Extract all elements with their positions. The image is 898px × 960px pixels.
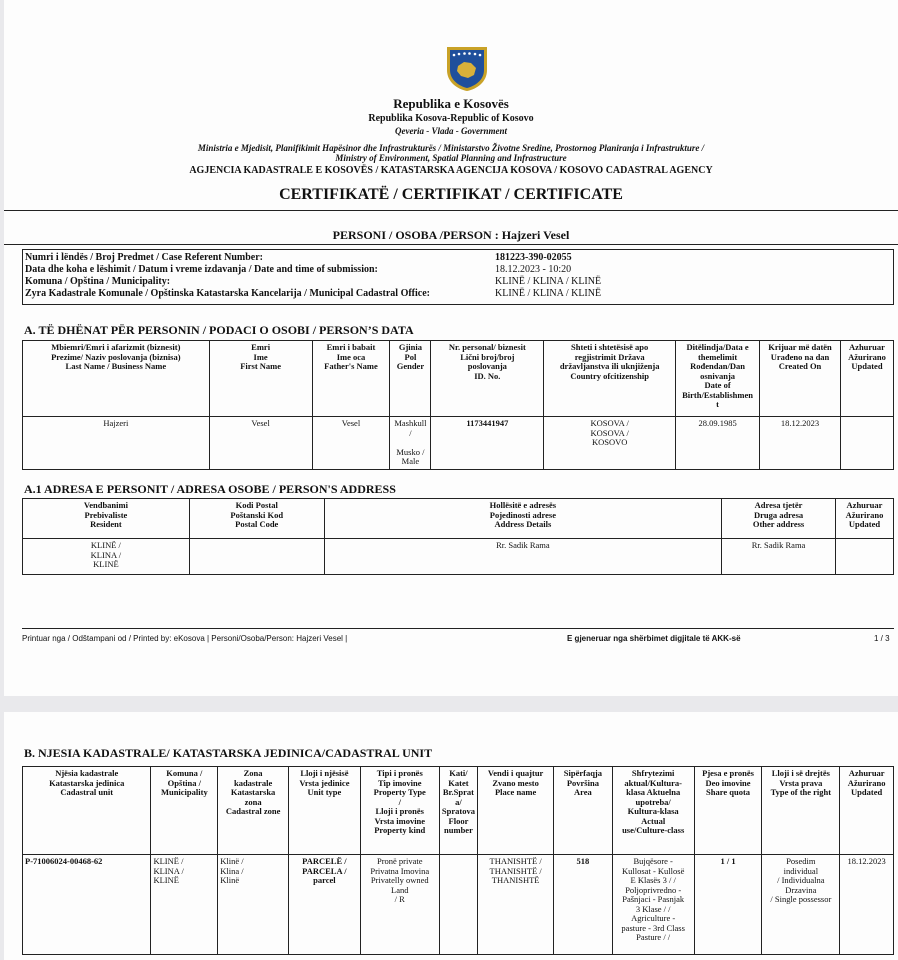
column-header: Krijuar më datën Urađeno na dan Created On bbox=[760, 341, 841, 417]
table-cell: KOSOVA / KOSOVA / KOSOVO bbox=[544, 417, 676, 470]
republic-title: Republika e Kosovës bbox=[393, 96, 509, 111]
cadastral-unit-table bbox=[22, 766, 894, 955]
printed-by-text: Printuar nga / Odštampani od / Printed by: eKosova | Personi/Osoba/Person: Hajzeri Vesel | bbox=[22, 634, 348, 643]
table-cell bbox=[439, 855, 478, 955]
case-info-label: Data dhe koha e lëshimit / Datum i vreme izdavanja / Date and time of submission: bbox=[25, 264, 378, 275]
kosovo-coat-of-arms-icon bbox=[444, 44, 490, 92]
column-header: Nr. personal/ biznesit Lični broj/broj poslovanja ID. No. bbox=[431, 341, 544, 417]
table-cell: Rr. Sadik Rama bbox=[324, 539, 721, 575]
certificate-page-2 bbox=[4, 712, 898, 960]
column-header: Lloji i njësisë Vrsta jedinice Unit type bbox=[289, 767, 361, 855]
table-cell: Rr. Sadik Rama bbox=[722, 539, 836, 575]
case-info-value: KLINË / KLINA / KLINË bbox=[495, 288, 602, 299]
column-header: Azhuruar Ažurirano Updated bbox=[835, 499, 893, 539]
table-header-row bbox=[23, 767, 894, 855]
column-header: Vendbanimi Prebivaliste Resident bbox=[23, 499, 190, 539]
table-cell: 18.12.2023 bbox=[760, 417, 841, 470]
table-cell: PARCELË / PARCELA / parcel bbox=[289, 855, 361, 955]
table-header-row bbox=[23, 499, 894, 539]
table-cell: Mashkull / Musko / Male bbox=[390, 417, 431, 470]
header-divider bbox=[4, 210, 898, 211]
table-cell bbox=[189, 539, 324, 575]
table-cell: 1 / 1 bbox=[694, 855, 762, 955]
table-cell: KLINË / KLINA / KLINË bbox=[23, 539, 190, 575]
case-info-box bbox=[22, 249, 894, 305]
table-cell: Klinë / Klina / Klinë bbox=[218, 855, 289, 955]
column-header: Lloji i së drejtës Vrsta prava Type of the right bbox=[762, 767, 840, 855]
table-cell bbox=[840, 417, 893, 470]
agency-line: AGJENCIA KADASTRALE E KOSOVËS / KATASTARSKA AGENCIJA KOSOVA / KOSOVO CADASTRAL AGENCY bbox=[189, 165, 713, 176]
ministry-line-2: Ministry of Environment, Spatial Planning and Infrastructure bbox=[335, 153, 567, 163]
column-header: Kodi Postal Poštanski Kod Postal Code bbox=[189, 499, 324, 539]
table-cell: THANISHTË / THANISHTË / THANISHTË bbox=[478, 855, 554, 955]
table-cell: 1173441947 bbox=[431, 417, 544, 470]
section-b-title: B. NJESIA KADASTRALE/ KATASTARSKA JEDINICA/CADASTRAL UNIT bbox=[24, 746, 433, 760]
table-cell: 18.12.2023 bbox=[840, 855, 894, 955]
column-header: Vendi i quajtur Zvano mesto Place name bbox=[478, 767, 554, 855]
column-header: Azhuruar Ažurirano Updated bbox=[840, 341, 893, 417]
case-info-value: 181223-390-02055 bbox=[495, 252, 572, 263]
ministry-lines bbox=[4, 143, 898, 163]
section-a1-title: A.1 ADRESA E PERSONIT / ADRESA OSOBE / PERSON'S ADDRESS bbox=[24, 482, 396, 496]
column-header: Gjinia Pol Gender bbox=[390, 341, 431, 417]
table-cell: 28.09.1985 bbox=[676, 417, 760, 470]
republic-bilingual: Republika Kosova-Republic of Kosovo bbox=[368, 113, 534, 124]
table-cell: P-71006024-00468-62 bbox=[23, 855, 151, 955]
column-header: Emri i babait Ime oca Father's Name bbox=[312, 341, 390, 417]
column-header: Shteti i shtetësisë apo regjistrimit Država državljanstva ili uknjiženja Country ofcitizenship bbox=[544, 341, 676, 417]
table-cell: Pronë private Privatna Imovina Privatelly owned Land / R bbox=[360, 855, 439, 955]
column-header: Sipërfaqja Površina Area bbox=[554, 767, 613, 855]
column-header: Mbiemri/Emri i afarizmit (biznesit) Prezime/ Naziv poslovanja (biznisa) Last Name / Business Name bbox=[23, 341, 210, 417]
column-header: Ditëlindja/Data e themelimit Rođendan/Dan osnivanja Date of Birth/Establishmen t bbox=[676, 341, 760, 417]
section-a-title: A. TË DHËNAT PËR PERSONIN / PODACI O OSOBI / PERSON’S DATA bbox=[24, 323, 414, 337]
table-header-row bbox=[23, 341, 894, 417]
government-line: Qeveria - Vlada - Government bbox=[395, 126, 507, 136]
case-info-row bbox=[25, 264, 378, 275]
case-info-row bbox=[25, 288, 430, 299]
table-cell: Hajzeri bbox=[23, 417, 210, 470]
table-row bbox=[23, 855, 894, 955]
footer-divider bbox=[22, 628, 894, 629]
case-info-label: Komuna / Opština / Municipality: bbox=[25, 276, 171, 287]
column-header: Pjesa e pronës Deo imovine Share quota bbox=[694, 767, 762, 855]
column-header: Hollësitë e adresës Pojedinosti adrese Address Details bbox=[324, 499, 721, 539]
person-heading: PERSONI / OSOBA /PERSON : Hajzeri Vesel bbox=[332, 228, 570, 242]
table-row bbox=[23, 417, 894, 470]
ministry-line-1: Ministria e Mjedisit, Planifikimit Hapësinor dhe Infrastrukturës / Ministarstvo Životne Sredine, Prostornog Planiranja i Infrastrukture / bbox=[197, 143, 705, 153]
case-info-row bbox=[25, 276, 170, 287]
column-header: Azhuruar Ažurirano Updated bbox=[840, 767, 894, 855]
column-header: Zona kadastrale Katastarska zona Cadastral zone bbox=[218, 767, 289, 855]
table-row bbox=[23, 539, 894, 575]
column-header: Kati/ Katet Br.Sprat a/ Spratova Floor number bbox=[439, 767, 478, 855]
certificate-page-1 bbox=[4, 0, 898, 696]
table-cell bbox=[835, 539, 893, 575]
table-cell: Posedim individual / Individualna Drzavina / Single possessor bbox=[762, 855, 840, 955]
case-info-label: Zyra Kadastrale Komunale / Opštinska Katastarska Kancelarija / Municipal Cadastral Office: bbox=[25, 288, 430, 299]
certificate-title: CERTIFIKATË / CERTIFIKAT / CERTIFICATE bbox=[279, 186, 623, 203]
person-data-table bbox=[22, 340, 894, 470]
generated-by-text: E gjeneruar nga shërbimet digjitale të AKK-së bbox=[567, 634, 741, 643]
table-cell: Vesel bbox=[312, 417, 390, 470]
column-header: Shfrytezimi aktual/Kultura- klasa Aktuelna upotreba/ Kultura-klasa Actual use/Culture-class bbox=[612, 767, 694, 855]
table-cell: Vesel bbox=[209, 417, 312, 470]
column-header: Komuna / Opština / Municipality bbox=[151, 767, 218, 855]
column-header: Adresa tjetër Druga adresa Other address bbox=[722, 499, 836, 539]
address-table bbox=[22, 498, 894, 575]
case-info-value: KLINË / KLINA / KLINË bbox=[495, 276, 602, 287]
person-divider bbox=[4, 244, 898, 245]
column-header: Emri Ime First Name bbox=[209, 341, 312, 417]
case-info-label: Numri i lëndës / Broj Predmet / Case Referent Number: bbox=[25, 252, 264, 263]
table-cell: 518 bbox=[554, 855, 613, 955]
page-footer bbox=[22, 634, 892, 643]
column-header: Tipi i pronës Tip imovine Property Type / Lloji i pronës Vrsta imovine Property kind bbox=[360, 767, 439, 855]
page-number: 1 / 3 bbox=[874, 634, 890, 643]
case-info-row bbox=[25, 252, 263, 263]
case-info-value: 18.12.2023 - 10:20 bbox=[495, 264, 572, 275]
table-cell: KLINË / KLINA / KLINË bbox=[151, 855, 218, 955]
table-cell: Bujqësore - Kullosat - Kullosë E Klasës 3 / / Poljoprivredno - Pašnjaci - Pasnjak 3 Klase / / Agriculture - pasture - 3rd Class Pasture / / bbox=[612, 855, 694, 955]
column-header: Njësia kadastrale Katastarska jedinica Cadastral unit bbox=[23, 767, 151, 855]
